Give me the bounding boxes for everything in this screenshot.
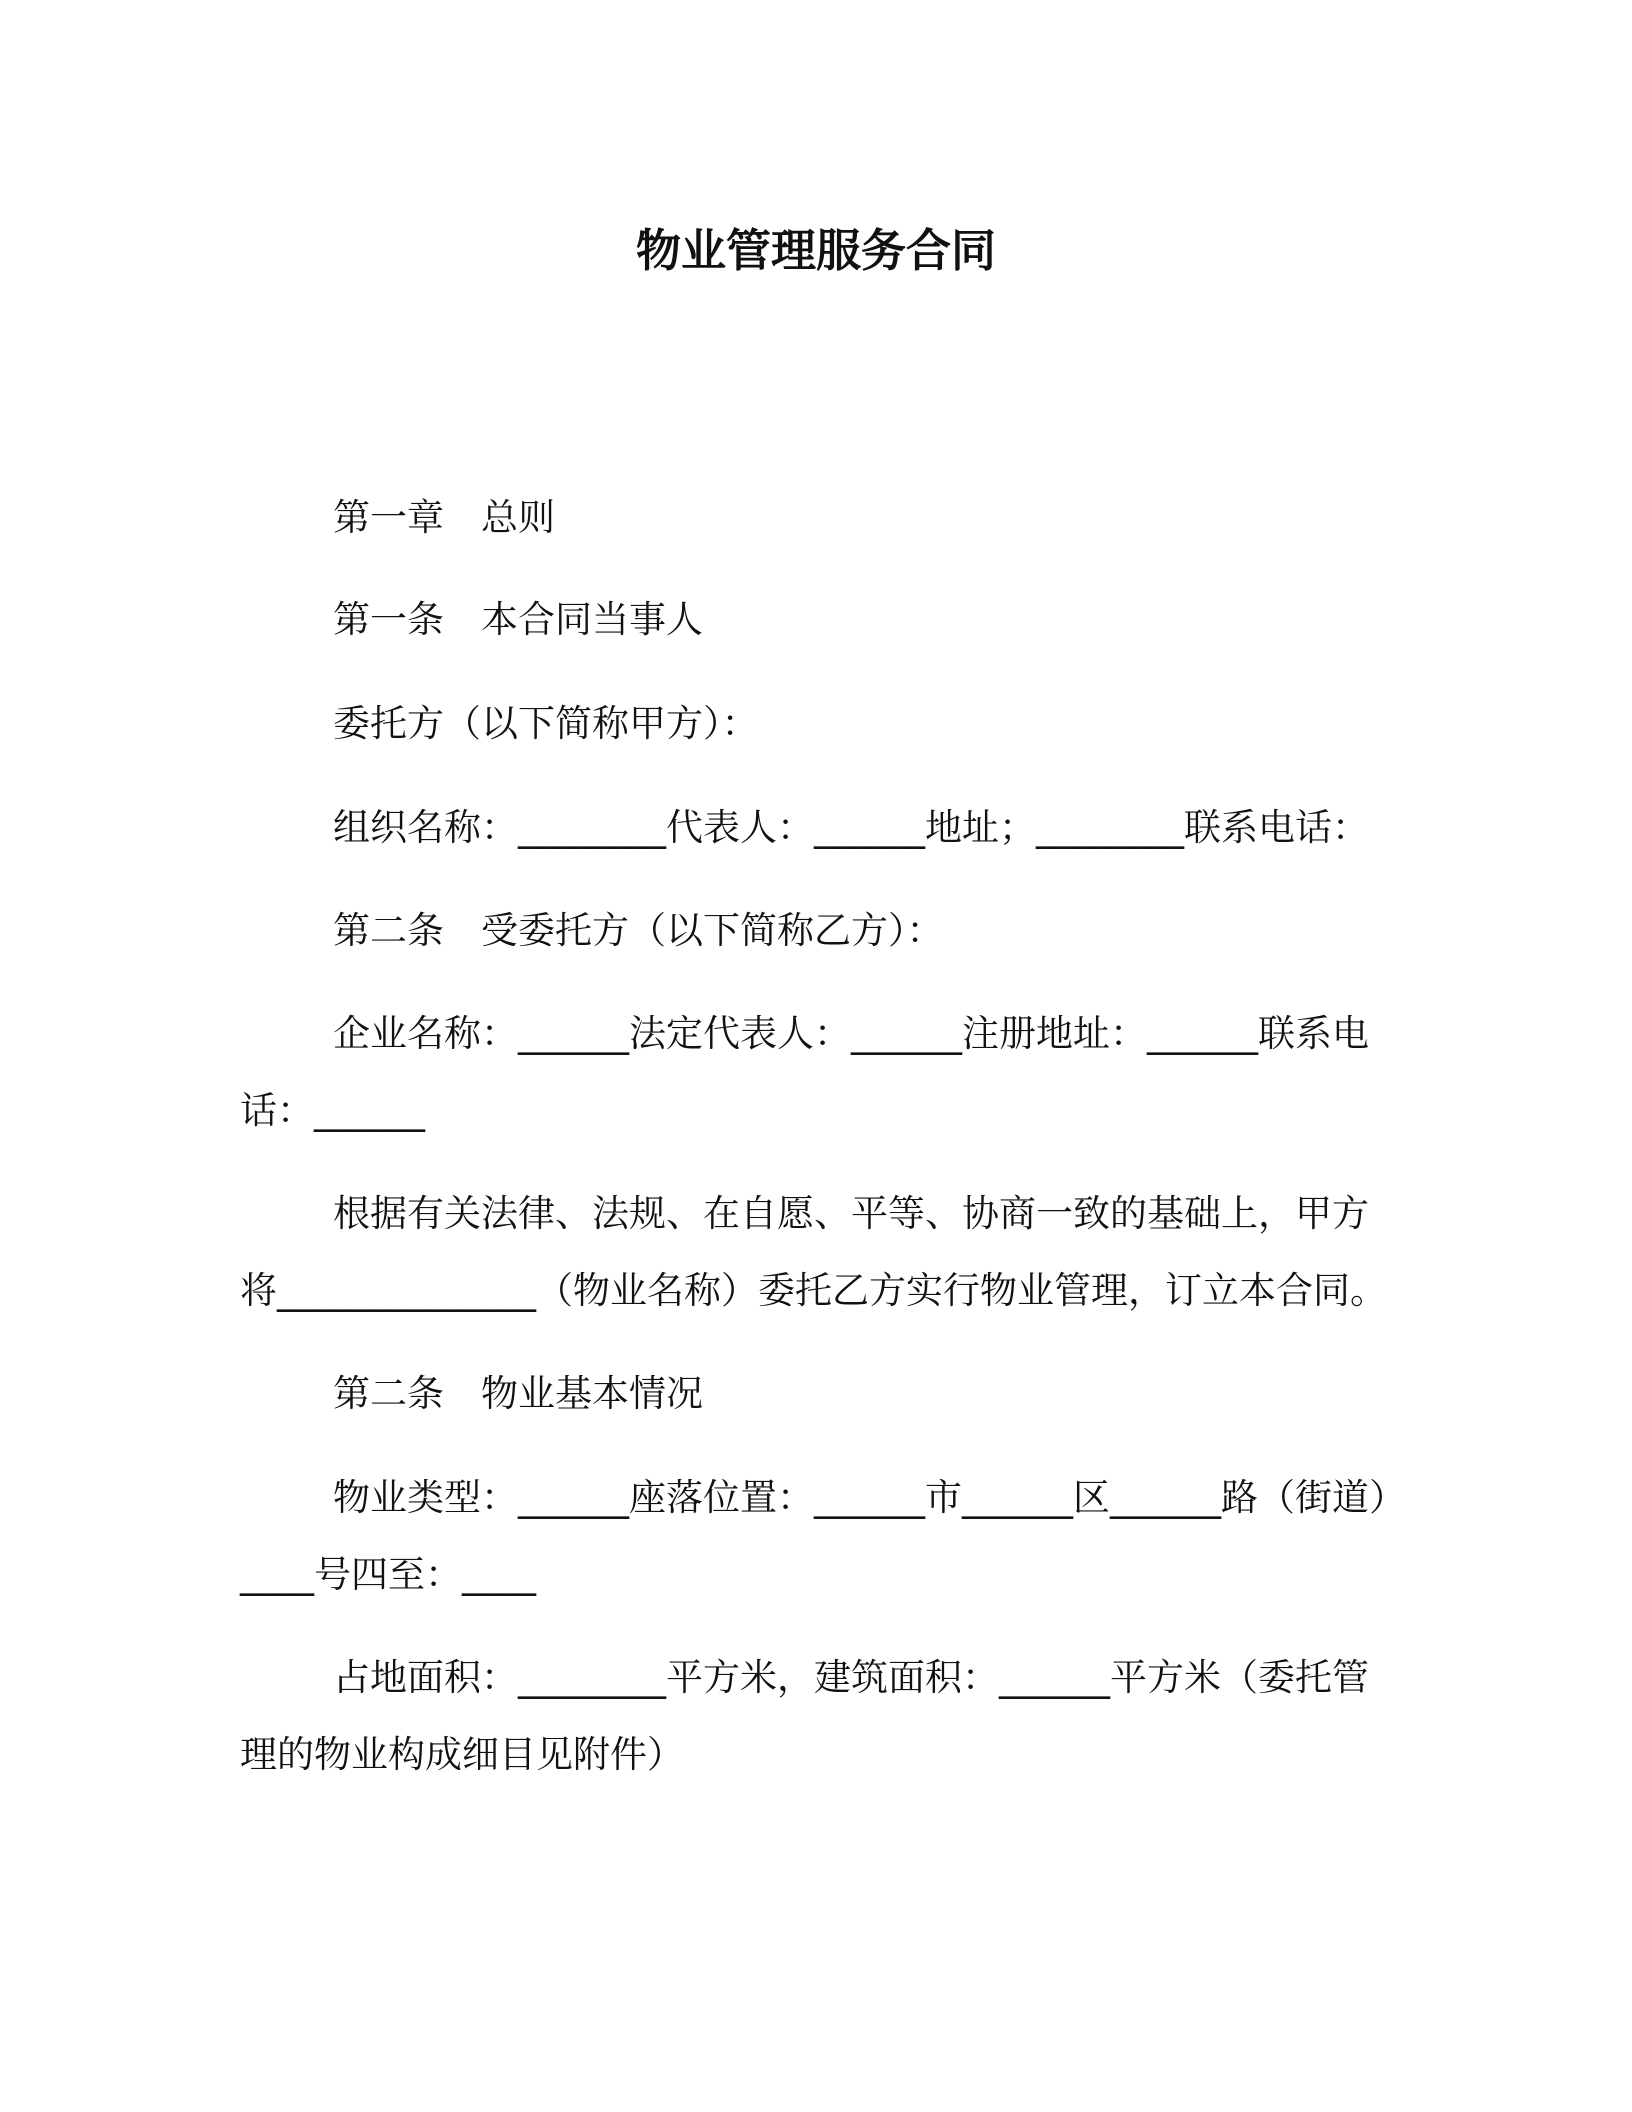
article-parties-heading: 第一条 本合同当事人 — [333, 598, 703, 641]
chapter-heading: 第一章 总则 — [333, 496, 555, 539]
property-type-location-line-1: 物业类型：______座落位置：______市______区______路（街道） — [333, 1476, 1406, 1519]
party-a-fields: 组织名称：________代表人：______地址；________联系电话： — [333, 806, 1369, 849]
property-area-line-1: 占地面积：________平方米，建筑面积：______平方米（委托管 — [333, 1656, 1369, 1699]
property-area-line-2: 理的物业构成细目见附件） — [240, 1733, 684, 1776]
document-title: 物业管理服务合同 — [635, 224, 996, 277]
recital-line-1: 根据有关法律、法规、在自愿、平等、协商一致的基础上，甲方 — [333, 1192, 1369, 1235]
party-b-fields-line-1: 企业名称：______法定代表人：______注册地址：______联系电 — [333, 1012, 1369, 1055]
party-b-fields-line-2: 话：______ — [240, 1089, 425, 1132]
recital-line-2: 将______________（物业名称）委托乙方实行物业管理，订立本合同。 — [240, 1269, 1387, 1312]
party-a-label: 委托方（以下简称甲方）： — [333, 702, 759, 745]
article-party-b-heading: 第二条 受委托方（以下简称乙方）： — [333, 909, 944, 952]
property-type-location-line-2: ____号四至：____ — [240, 1553, 536, 1596]
article-property-heading: 第二条 物业基本情况 — [333, 1372, 703, 1415]
